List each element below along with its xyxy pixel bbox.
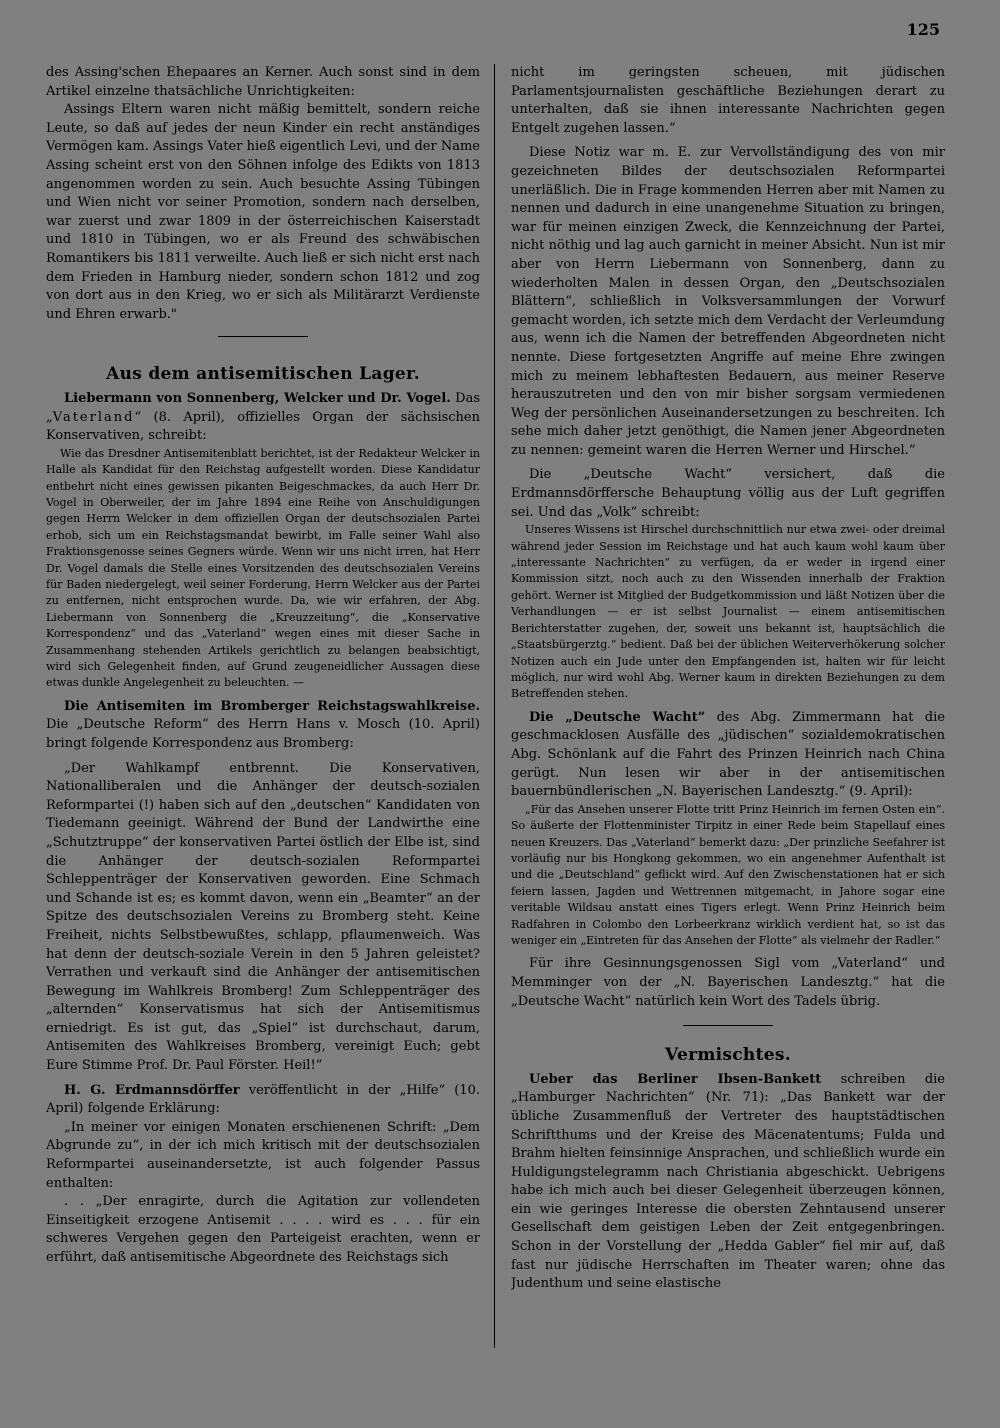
quote-text: „In meiner vor einigen Monaten erschienenen Schrift: „Dem Abgrunde zu“, in der ich mich kritisch mit der deutschsozialen Reformpartei auseinandersetzte, ist auch folgender Passus enthalten: — [46, 1119, 480, 1191]
right-column — [511, 64, 945, 1340]
paragraph: Assings Eltern waren nicht mäßig bemittelt, sondern reiche Leute, so daß auf jedes der neun Kinder ein recht anständiges Vermögen kam. Assings Vater hieß eigentlich Levi, und der Name Assing scheint erst von den Söhnen infolge des Edikts von 1813 angenommen worden zu sein. Auch besuchte Assing Tübingen und Wien nicht vor seiner Promotion, sondern nach derselben, war zuerst und zwar 1809 in der österreichischen Kaiserstadt und 1810 in Tübingen, wo er als Freund des schwäbischen Romantikers bis 1811 verweilte. Auch ließ er sich nicht erst nach dem Frieden in Hamburg nieder, sondern schon 1812 und zog von dort aus in den Krieg, wo er sich als Militärarzt Verdienste und Ehren erwarb." — [46, 102, 480, 322]
quote-text: „Für das Ansehen unserer Flotte tritt Prinz Heinrich im fernen Osten ein“. So äußerte der Flottenminister Tirpitz in einer Rede beim Stapellauf eines neuen Kreuzers. Das „Vaterland“ bemerkt dazu: „Der prinzliche Seefahrer ist vorläufig nur bis Hongkong gekommen, wo ein angenehmer Aufenthalt ist und die „Deutschland“ geflickt wird. Auf den Zwischenstationen hat er sich feiern lassen, Jagden und Wettrennen mitgemacht, in Jahore sogar eine veritable Wildsau anstatt eines Tigers erlegt. Wenn Prinz Heinrich beim Radfahren in Colombo den Lorbeerkranz wirklich verdient hat, so ist das weniger ein „Eintreten für das Ansehen der Flotte“ als vielmehr der Radler.“ — [511, 802, 945, 947]
article-title: H. G. Erdmannsdörffer — [64, 1082, 240, 1098]
section-heading: Aus dem antisemitischen Lager. — [106, 364, 420, 385]
article-source: Vaterland — [52, 409, 135, 425]
paragraph: des Assing'schen Ehepaares an Kerner. Auch sonst sind in dem Artikel einzelne thatsächliche Unrichtigkeiten: — [46, 65, 480, 99]
section-separator — [683, 1025, 773, 1026]
article-intro: veröffentlicht in der „Hilfe“ (10. April) folgende Erklärung: — [46, 1082, 480, 1117]
article — [511, 709, 945, 802]
article — [46, 390, 480, 446]
left-column — [46, 64, 480, 1340]
article-intro: Die „Deutsche Reform“ des Herrn Hans v. Mosch (10. April) bringt folgende Korrespondenz aus Bromberg: — [46, 717, 480, 751]
page-number: 125 — [906, 20, 940, 39]
article — [46, 1082, 480, 1119]
article — [511, 1071, 945, 1294]
paragraph: nicht im geringsten scheuen, mit jüdischen Parlamentsjournalisten geschäftliche Beziehungen derart zu unterhalten, daß sie ihnen interessante Nachrichten gegen Entgelt zugehen lassen.“ — [511, 65, 945, 136]
article-title: Die „Deutsche Wacht“ — [529, 709, 706, 725]
paragraph: Für ihre Gesinnungsgenossen Sigl vom „Vaterland“ und Memminger von der „N. Bayerischen Landesztg.“ hat die „Deutsche Wacht“ natürlich kein Wort des Tadels übrig. — [511, 956, 945, 1009]
quote-block — [46, 446, 480, 692]
article-intro-a: Das „ — [46, 390, 480, 425]
quote-block — [511, 522, 945, 702]
article-title: Liebermann von Sonnenberg, Welcker und Dr. Vogel. — [64, 390, 451, 406]
article-text: schreiben die „Hamburger Nachrichten“ (Nr. 71): „Das Bankett war der übliche Zusammenfluß der Vertreter des hauptstädtischen Schriftthums und der Kreise des Mäcenatentums; Fulda und Brahm hielten feinsinnige Ansprachen, und schließlich wurde ein Huldigungstelegramm nach Christiania abgeschickt. Uebrigens habe ich mich auch bei dieser Gelegenheit überzeugen können, ein wie geringes Interesse die obersten Zehntausend unserer Gesellschaft dem geistigen Leben der Zeit entgegenbringen. Schon in der Vorstellung der „Hedda Gabler“ fiel mir auf, daß fast nur jüdische Herrschaften im Theater waren; ohne das Judenthum und seine elastische — [511, 1071, 945, 1292]
quote-text: „Der Wahlkampf entbrennt. Die Konservativen, Nationalliberalen und die Anhänger der deutsch-sozialen Reformpartei (!) haben sich auf den „deutschen“ Kandidaten von Tiedemann geeinigt. Während der Bund der Landwirthe eine „Schutztruppe“ der konservativen Partei östlich der Elbe ist, sind die Anhänger der deutsch-sozialen Reformpartei Schleppenträger der Konservativen geworden. Eine Schmach und Schande ist es; es kommt davon, wenn ein „Beamter“ an der Spitze des deutschsozialen Vereins zu Bromberg steht. Keine Freiheit, nichts Selbstbewußtes, schlapp, pflaumenweich. Was hat denn der deutsch-soziale Verein in den 5 Jahren geleistet? Verrathen und verkauft sind die Anhänger der antisemitischen Bewegung im Wahlkreis Bromberg! Zum Schleppenträger des „alternden“ Konservatismus hat sich der Antisemitismus erniedrigt. Es ist gut, das „Spiel“ ist durchschaut, darum, Antisemiten des Wahlkreises Bromberg, vereinigt Euch; gebt Eure Stimme Prof. Dr. Paul Förster. Heil!“ — [46, 760, 480, 1074]
section-heading: Vermischtes. — [665, 1045, 791, 1066]
article-text: des Abg. Zimmermann hat die geschmacklosen Ausfälle des „jüdischen“ sozialdemokratischen Abg. Schönlank auf die Fahrt des Prinzen Heinrich nach China gerügt. Nun lesen wir aber in der antisemitischen bauernbündlerischen „N. Bayerischen Landesztg.“ (9. April): — [511, 709, 945, 800]
article-intro-b: “ (8. April), offizielles Organ der sächsischen Konservativen, schreibt: — [46, 409, 480, 444]
quote-block — [511, 802, 945, 950]
quote-text: . . „Der enragirte, durch die Agitation zur vollendeten Einseitigkeit erzogene Antisemit . . . . wird es . . . für ein schweres Vergehen gegen den Parteigeist erachten, wenn er erführt, daß antisemitische Abgeordnete des Reichstags sich — [46, 1194, 480, 1265]
article-title: Ueber das Berliner Ibsen-Bankett — [529, 1071, 822, 1087]
quote-text: Wie das Dresdner Antisemitenblatt berichtet, ist der Redakteur Welcker in Halle als Kandidat für den Reichstag aufgestellt worden. Diese Kandidatur entbehrt nicht eines gewissen pikanten Beigeschmackes, da auch Herr Dr. Vogel in Oberweiler, der im Jahre 1894 eine Reihe von Anschuldigungen gegen Herrn Welcker in dem offiziellen Organ der deutschsozialen Partei erhob, sich um ein Reichstagsmandat bewirbt, im Falle seiner Wahl also Fraktionsgenosse seines Gegners würde. Wenn wir uns nicht irren, hat Herr Dr. Vogel damals die Stelle eines Vorsitzenden des deutschsozialen Vereins für Baden niedergelegt, weil seiner Forderung, Herrn Welcker aus der Partei zu entfernen, nicht entsprochen wurde. Da, wie wir erfahren, der Abg. Liebermann von Sonnenberg die „Kreuzzeitung“, die „Konservative Korrespondenz“ und das „Vaterland“ wegen eines mit dieser Sache in Zusammenhang stehenden Artikels gerichtlich zu belangen beabsichtigt, wird sich Gelegenheit finden, auf Grund zeugeneidlicher Aussagen diese etwas dunkle Angelegenheit zu beleuchten. — — [46, 446, 480, 690]
column-divider — [494, 64, 495, 1348]
paragraph: Die „Deutsche Wacht“ versichert, daß die Erdmannsdörffersche Behauptung völlig aus der Luft gegriffen sei. Und das „Volk“ schreibt: — [511, 467, 945, 520]
article — [46, 698, 480, 754]
quote-text: Unseres Wissens ist Hirschel durchschnittlich nur etwa zwei- oder dreimal während jeder Session im Reichstage und hat auch kaum wohl kaum über „interessante Nachrichten“ zu verfügen, da er weder in irgend einer Kommission sitzt, noch auch zu den Wissenden innerhalb der Fraktion gehört. Werner ist Mitglied der Budgetkommission und läßt Notizen über die Verhandlungen — er ist selbst Journalist — einem antisemitischen Berichterstatter zugehen, der, soweit uns bekannt ist, hauptsächlich die „Staatsbürgerztg.“ bedient. Daß bei der üblichen Weiterverhökerung solcher Notizen auch ein Jude unter den Empfangenden ist, halten wir für leicht möglich, nur wird wohl Abg. Werner kaum in direkten Beziehungen zu dem Betreffenden stehen. — [511, 523, 945, 701]
section-separator — [218, 336, 308, 337]
paragraph: Diese Notiz war m. E. zur Vervollständigung des von mir gezeichneten Bildes der deutschsozialen Reformpartei unerläßlich. Die in Frage kommenden Herren aber mit Namen zu nennen und dadurch in eine unangenehme Situation zu bringen, war für meinen einzigen Zweck, die Kennzeichnung der Partei, nicht nöthig und lag auch garnicht in meiner Absicht. Nun ist mir aber von Herrn Liebermann von Sonnenberg, dann zu wiederholten Malen in dessen Organ, den „Deutschsozialen Blättern“, schließlich in Volksversammlungen der Vorwurf gemacht worden, ich setzte mich dem Verdacht der Verleumdung aus, wenn ich die Namen der betreffenden Abgeordneten nicht nennte. Diese fortgesetzten Angriffe auf meine Ehre zwingen mich zu meinem lebhaftesten Bedauern, aus meiner Reserve herauszutreten und den von mir bisher sorgsam vermiedenen Weg der persönlichen Auseinandersetzungen zu beschreiten. Ich sehe mich daher jetzt genöthigt, die Namen jener Abgeordneten zu nennen: gemeint waren die Herren Werner und Hirschel.“ — [511, 145, 945, 458]
article-title: Die Antisemiten im Bromberger Reichstagswahlkreise. — [64, 698, 480, 714]
